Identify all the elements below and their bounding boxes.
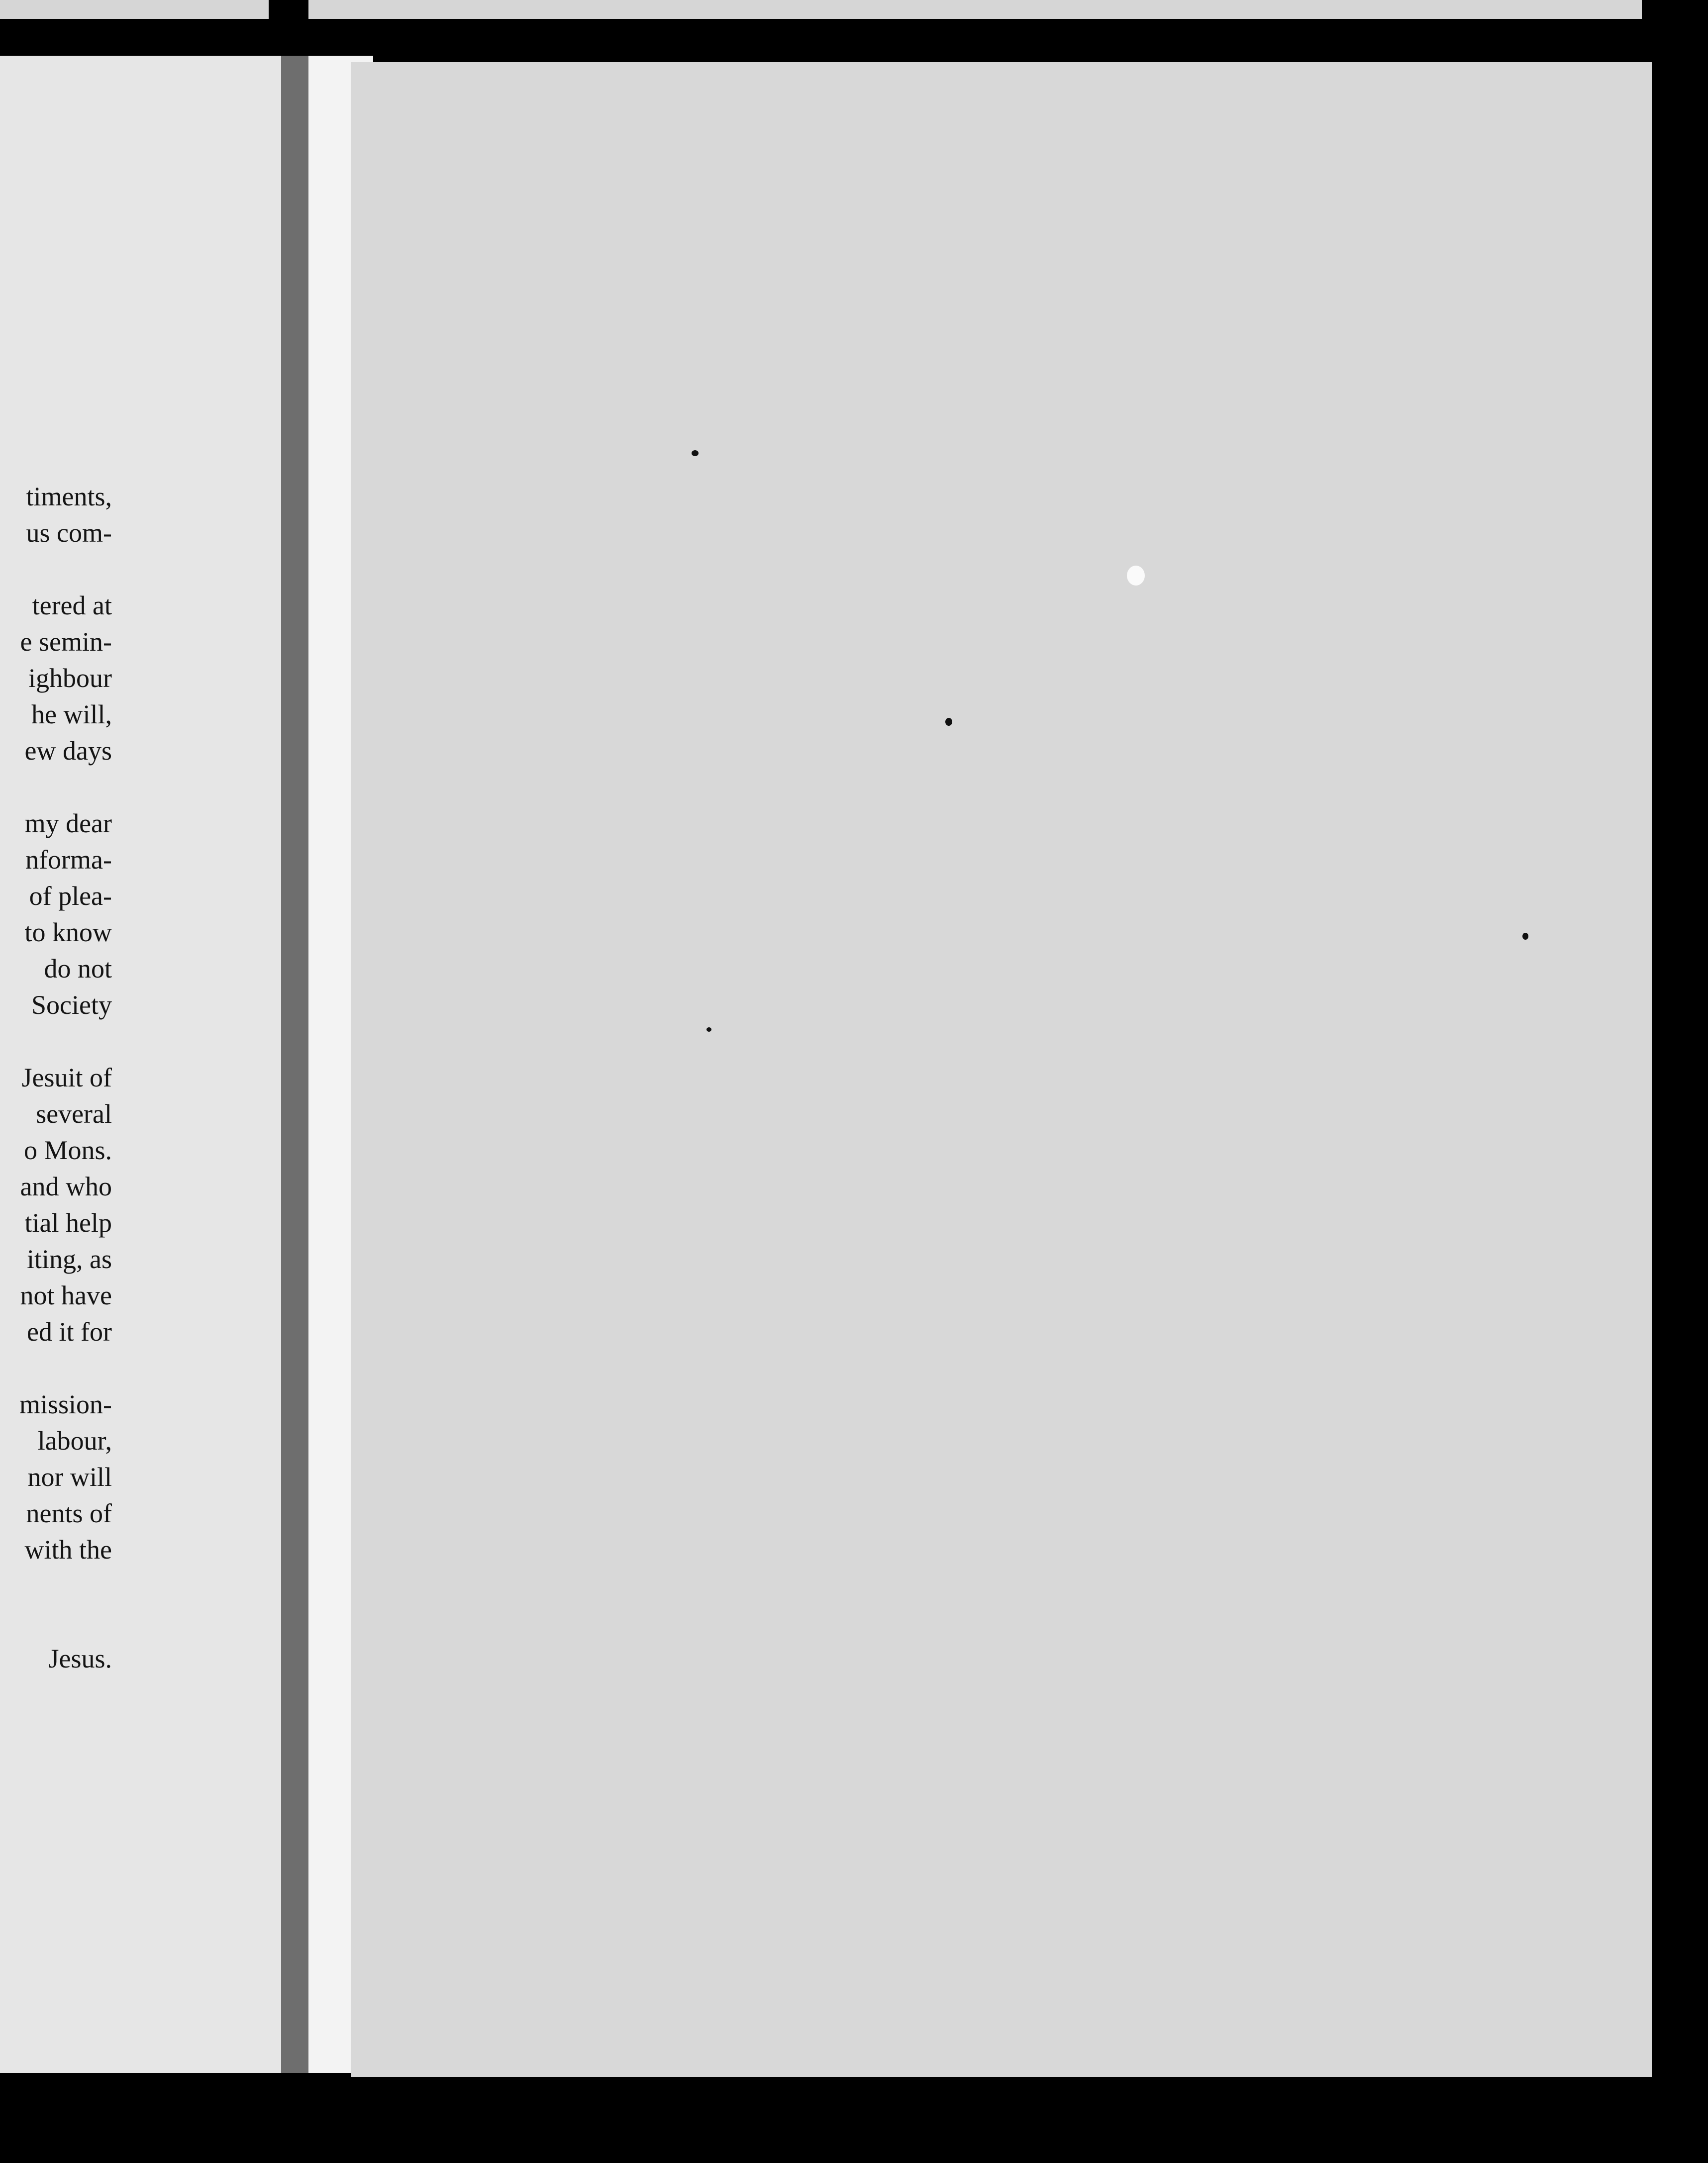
text-line: not have bbox=[20, 1280, 112, 1310]
left-page bbox=[0, 56, 281, 2073]
text-line: ighbour bbox=[28, 663, 112, 693]
text-line: and who bbox=[20, 1172, 112, 1201]
text-line: nents of bbox=[26, 1498, 112, 1528]
paragraph-gap bbox=[0, 769, 112, 805]
text-line: timents, bbox=[26, 482, 112, 511]
text-line: ew days bbox=[24, 736, 112, 766]
text-line: labour, bbox=[37, 1426, 112, 1456]
book-gutter-shadow bbox=[281, 56, 308, 2073]
text-line: ed it for bbox=[27, 1317, 112, 1347]
page-speck-light bbox=[1127, 566, 1145, 586]
text-line: tial help bbox=[24, 1208, 112, 1238]
page-speck bbox=[706, 1027, 711, 1032]
text-line: he will, bbox=[31, 699, 112, 729]
text-line: e semin- bbox=[20, 627, 112, 657]
page-speck bbox=[692, 450, 699, 456]
top-strip-left bbox=[0, 0, 269, 19]
text-line: with the bbox=[24, 1535, 112, 1565]
text-line: Jesuit of bbox=[21, 1063, 112, 1092]
right-page-blank bbox=[351, 62, 1652, 2077]
paragraph-gap bbox=[0, 1568, 112, 1604]
text-line: to know bbox=[24, 917, 112, 947]
text-line: iting, as bbox=[27, 1244, 112, 1274]
text-line: of plea- bbox=[29, 881, 112, 911]
text-line: several bbox=[36, 1099, 112, 1129]
text-line: my dear bbox=[24, 808, 112, 838]
text-line: nor will bbox=[27, 1462, 112, 1492]
text-line: tered at bbox=[32, 590, 112, 620]
paragraph-gap bbox=[0, 1023, 112, 1060]
text-line: Jesus. bbox=[48, 1644, 112, 1673]
left-page-text bbox=[0, 479, 112, 1677]
text-line: Society bbox=[31, 990, 112, 1020]
page-speck bbox=[945, 718, 952, 726]
text-line: do not bbox=[44, 954, 112, 983]
text-line: o Mons. bbox=[23, 1135, 112, 1165]
text-line: mission- bbox=[19, 1389, 112, 1419]
page-speck bbox=[1522, 933, 1528, 940]
text-line: us com- bbox=[26, 518, 112, 548]
paragraph-gap bbox=[0, 551, 112, 588]
top-strip-right bbox=[308, 0, 1642, 19]
paragraph-gap bbox=[0, 1604, 112, 1641]
paragraph-gap bbox=[0, 1350, 112, 1386]
text-line: nforma- bbox=[25, 845, 112, 875]
